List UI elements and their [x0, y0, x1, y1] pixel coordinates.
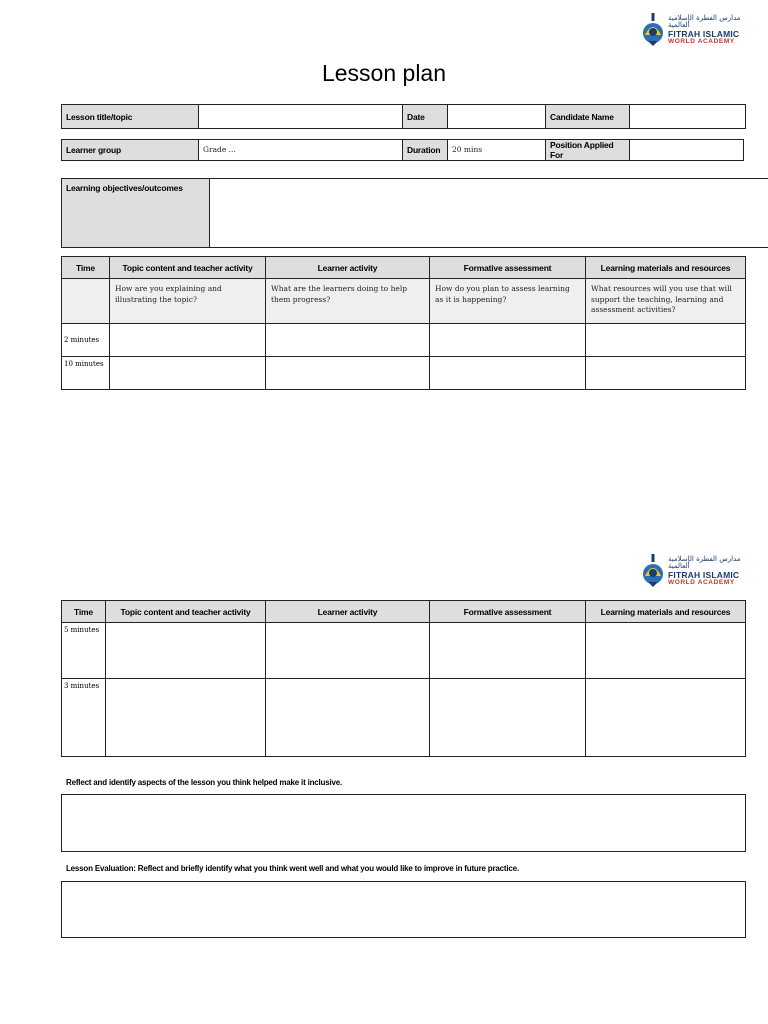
prompt-time-cell — [62, 279, 110, 324]
duration-label: Duration — [403, 140, 448, 161]
evaluation-field[interactable] — [61, 881, 746, 938]
time-cell: 5 minutes — [62, 623, 106, 679]
time-cell: 3 minutes — [62, 679, 106, 757]
lesson-plan-table-1 — [61, 256, 746, 390]
header-topic: Topic content and teacher activity — [106, 601, 266, 623]
mosque-emblem-icon — [642, 554, 664, 588]
grade-field[interactable]: Grade ... — [199, 140, 403, 161]
header-assessment: Formative assessment — [430, 257, 586, 279]
logo-line1: FITRAH ISLAMIC — [668, 569, 740, 580]
table-row — [62, 324, 746, 357]
learner-cell[interactable] — [266, 357, 430, 390]
academy-logo-page2 — [642, 553, 742, 589]
candidate-name-field[interactable] — [630, 105, 746, 129]
header-topic: Topic content and teacher activity — [110, 257, 266, 279]
inclusive-reflection-label: Reflect and identify aspects of the lesson you think helped make it inclusive. — [66, 778, 343, 787]
logo-line2: WORLD ACADEMY — [668, 579, 735, 586]
mosque-emblem-icon — [642, 13, 664, 47]
duration-field[interactable]: 20 mins — [448, 140, 546, 161]
logo-line1: FITRAH ISLAMIC — [668, 28, 740, 39]
objectives-label: Learning objectives/outcomes — [62, 179, 210, 247]
prompt-learner: What are the learners doing to help them progress? — [266, 279, 430, 324]
prompt-assessment: How do you plan to assess learning as it is happening? — [430, 279, 586, 324]
date-label: Date — [403, 105, 448, 129]
time-cell: 2 minutes — [62, 324, 110, 357]
resources-cell[interactable] — [586, 357, 746, 390]
objectives-section — [61, 178, 768, 248]
header-resources: Learning materials and resources — [586, 601, 746, 623]
lesson-title-label: Lesson title/topic — [62, 105, 199, 129]
assessment-cell[interactable] — [430, 623, 586, 679]
header-time: Time — [62, 257, 110, 279]
learner-cell[interactable] — [266, 679, 430, 757]
header-learner: Learner activity — [266, 257, 430, 279]
header-resources: Learning materials and resources — [586, 257, 746, 279]
prompt-topic: How are you explaining and illustrating the topic? — [110, 279, 266, 324]
header-learner: Learner activity — [266, 601, 430, 623]
topic-cell[interactable] — [110, 357, 266, 390]
resources-cell[interactable] — [586, 679, 746, 757]
logo-line2: WORLD ACADEMY — [668, 38, 735, 45]
assessment-cell[interactable] — [430, 324, 586, 357]
topic-cell[interactable] — [110, 324, 266, 357]
date-field[interactable] — [448, 105, 546, 129]
table-row — [62, 623, 746, 679]
evaluation-label: Lesson Evaluation: Reflect and briefly identify what you think went well and what you would like to improve in future practice. — [66, 864, 519, 873]
lesson-info-table — [61, 104, 746, 129]
learner-cell[interactable] — [266, 324, 430, 357]
learner-info-table — [61, 139, 744, 161]
position-field[interactable] — [630, 140, 744, 161]
header-time: Time — [62, 601, 106, 623]
topic-cell[interactable] — [106, 623, 266, 679]
table-row — [62, 679, 746, 757]
lesson-plan-table-2 — [61, 600, 746, 757]
objectives-field[interactable] — [210, 179, 768, 247]
topic-cell[interactable] — [106, 679, 266, 757]
header-assessment: Formative assessment — [430, 601, 586, 623]
learner-cell[interactable] — [266, 623, 430, 679]
time-cell: 10 minutes — [62, 357, 110, 390]
academy-logo — [642, 12, 742, 48]
resources-cell[interactable] — [586, 324, 746, 357]
position-label: Position Applied For — [546, 140, 630, 161]
inclusive-reflection-field[interactable] — [61, 794, 746, 852]
prompt-resources: What resources will you use that will support the teaching, learning and assessment activities? — [586, 279, 746, 324]
logo-arabic-text: مدارس الفطرة الإسلامية العالمية — [668, 13, 741, 29]
resources-cell[interactable] — [586, 623, 746, 679]
assessment-cell[interactable] — [430, 357, 586, 390]
candidate-name-label: Candidate Name — [546, 105, 630, 129]
logo-arabic-text: مدارس الفطرة الإسلامية العالمية — [668, 554, 741, 570]
lesson-title-field[interactable] — [199, 105, 403, 129]
assessment-cell[interactable] — [430, 679, 586, 757]
learner-group-label: Learner group — [62, 140, 199, 161]
page-title: Lesson plan — [321, 60, 447, 86]
table-row — [62, 357, 746, 390]
